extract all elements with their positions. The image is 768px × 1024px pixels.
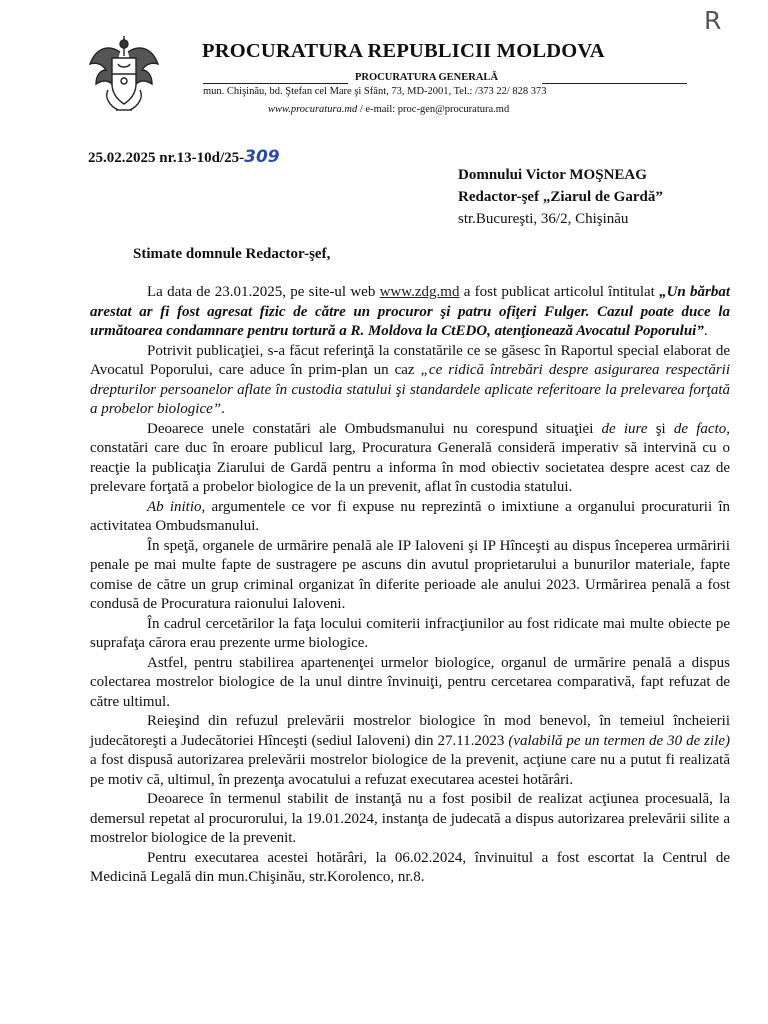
addressee-role: Redactor-şef „Ziarul de Gardă” [458,189,663,205]
article-title: „Un bărbat arestat ar fi fost agresat fizic de către un procuror şi patru ofiţeri Fulger. Cazul poate duce la următoarea condamnare pentru tortură a R. Moldova la CtEDO, atenţionează Avocatul Poporului” [90,284,730,339]
paragraph-10: Pentru executarea acestei hotărâri, la 06.02.2024, învinuitul a fost escortat la Centrul de Medicină Legală din mun.Chişinău, str.Korolenco, nr.8. [90,849,730,885]
addressee-block [458,164,663,230]
institution-subtitle: PROCURATURA GENERALĂ [355,72,499,83]
paragraph-4 [90,498,730,537]
paragraph-5: În speţă, organele de urmărire penală ale IP Ialoveni şi IP Hînceşti au dispus începerea urmăririi penale pe mai multe fapte de sustragere pe ascuns din avutul proprietarului a bunurilor materiale, fapte comise de către un grup criminal organizat în diferite perioade ale anului 2023. Urmărirea penală a fost condusă de Procuratura raionului Ialoveni. [90,537,730,612]
p3-text-a: Deoarece unele constatări ale Ombudsmanului nu corespund situaţiei [147,420,602,437]
p3-text-b: şi [647,420,674,437]
institution-address: mun. Chişinău, bd. Ştefan cel Mare şi Sfânt, 73, MD-2001, Tel.: /373 22/ 828 373 [203,86,547,97]
institution-title: PROCURATURA REPUBLICII MOLDOVA [202,40,605,62]
corner-handwritten-mark: R [704,6,722,35]
paragraph-2 [90,342,730,420]
p3-de-iure: de iure [601,420,648,437]
salutation: Stimate domnule Redactor-şef, [133,246,331,262]
header-rule-right [542,83,687,84]
paragraph-7: Astfel, pentru stabilirea apartenenţei urmelor biologice, organul de urmărire penală a dispus colectarea mostrelor biologice de la unul dintre învinuiţi, pentru cercetarea comparativă, fapt refuzat de către ultimul. [90,654,730,710]
letter-body [90,283,730,888]
paragraph-6: În cadrul cercetărilor la faţa locului comiterii infracţiunilor au fost ridicate mai multe obiecte pe suprafaţa cărora erau prezente urme biologice. [90,615,730,651]
zdg-link[interactable]: www.zdg.md [379,284,460,300]
reference-handwritten-number: 309 [244,147,280,167]
p4-ab-initio: Ab initio [147,498,202,515]
p3-text-c: , constatări care duc în eroare publicul larg, Procuratura Generală consideră imperativ să intervină cu o reacţie la publicaţia Ziarului de Gardă pentru a informa în mod obiectiv societatea despre acest caz de prelevare forţată a probelor biologice de la un prevenit, aflat în custodia statului. [90,420,730,495]
reference-printed: 25.02.2025 nr.13-10d/25- [88,150,245,166]
institution-contacts [268,104,509,115]
paragraph-1 [90,283,730,342]
reference-number [88,147,280,167]
header-rule-left [203,83,348,84]
email-text: / e-mail: proc-gen@procuratura.md [357,104,510,115]
p1-end: . [703,323,708,339]
p8-validity: (valabilă pe un termen de 30 de zile) [508,732,730,749]
p1-text-a: La data de 23.01.2025, pe site-ul web [147,284,380,300]
p8-text-b: a fost dispusă autorizarea prelevării mostrelor biologice de la prevenit, acţiune care nu a putut fi realizată pe motiv că, ultimul, în prezenţa avocatului a refuzat executarea acestei hotărâri. [90,752,730,788]
moldova-coat-of-arms-icon [86,34,162,118]
p4-text: , argumentele ce vor fi expuse nu reprezintă o imixtiune a organului procuraturii în activitatea Ombudsmanului. [90,498,730,534]
p2-quote: „ce ridică întrebări despre asigurarea respectării drepturilor persoanelor aflate în custodia statului şi standardele aplicate referitoare la prelevarea forţată a probelor biologice” [90,362,730,417]
p3-de-facto: de facto [673,420,727,437]
p8-text-a: Reieşind din refuzul prelevării mostrelor biologice în mod benevol, în temeiul încheierii judecătoreşti a Judecătoriei Hînceşti (sediul Ialoveni) din 27.11.2023 [90,713,730,749]
website-link[interactable]: www.procuratura.md [268,104,358,115]
p1-text-b: a fost publicat articolul întitulat [459,284,660,300]
p2-text-a: Potrivit publicaţiei, s-a făcut referinţă la constatările ce se găsesc în Raportul special elaborat de Avocatul Poporului, care aduce în prim-plan un caz [90,342,730,378]
p2-end: . [221,401,225,417]
paragraph-3 [90,420,730,498]
paragraph-8 [90,712,730,790]
addressee-name: Domnului Victor MOŞNEAG [458,167,647,183]
addressee-address: str.Bucureşti, 36/2, Chişinău [458,211,629,227]
paragraph-9: Deoarece în termenul stabilit de instanţă nu a fost posibil de realizat acţiunea procesuală, la demersul repetat al procurorului, la 19.01.2024, instanţa de judecată a dispus autorizarea prelevării silite a mostrelor biologice de la prevenit. [90,791,730,846]
